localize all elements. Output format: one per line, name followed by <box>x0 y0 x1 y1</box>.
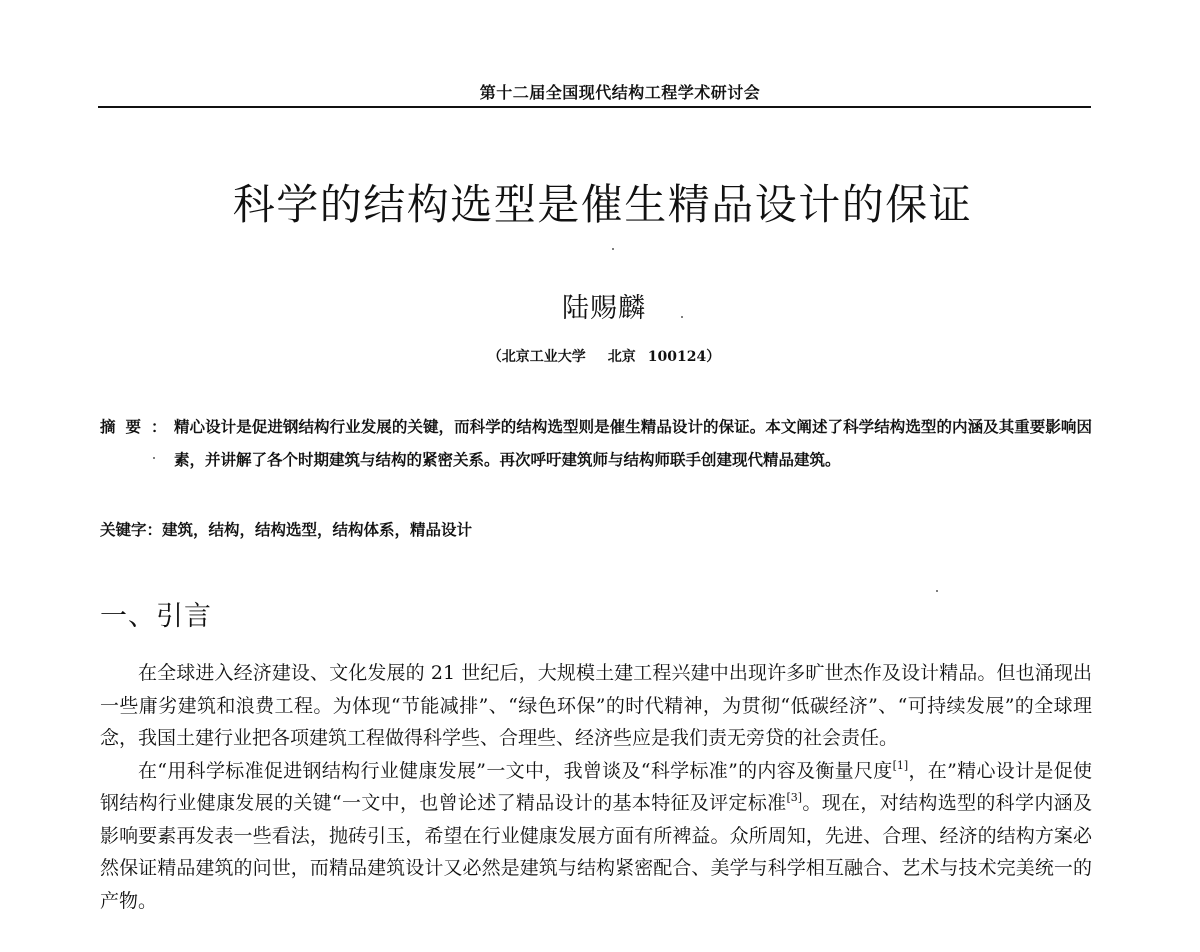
introduction-body <box>100 657 1092 917</box>
section-heading-introduction: 一、引言 <box>100 601 212 632</box>
keywords <box>100 515 1092 545</box>
paragraph-2-part-a: 在“用科学标准促进钢结构行业健康发展”一文中，我曾谈及“科学标准”的内容及衡量尺度 <box>138 759 893 782</box>
affiliation-open: （ <box>487 349 502 365</box>
citation-ref-1[interactable]: [1] <box>892 758 909 772</box>
affiliation-postcode: 100124 <box>647 349 707 365</box>
citation-ref-3[interactable]: [3] <box>786 791 803 804</box>
running-header: 第十二届全国现代结构工程学术研讨会 <box>479 83 761 102</box>
scan-speck <box>612 248 614 250</box>
paragraph-1: 在全球进入经济建设、文化发展的 21 世纪后，大规模土建工程兴建中出现许多旷世杰作及设计精品。但也涌现出一些庸劣建筑和浪费工程。为体现“节能减排”、“绿色环保”的时代精神，为贯彻“低碳经济”、“可持续发展”的全球理念，我国土建行业把各项建筑工程做得科学些、合理些、经济些应是我们责无旁贷的社会责任。 <box>100 662 1092 749</box>
affiliation-institution: 北京工业大学 <box>501 349 586 365</box>
header-rule <box>98 106 1091 108</box>
paper-title: 科学的结构选型是催生精品设计的保证 <box>232 180 973 229</box>
abstract-text: 精心设计是促进钢结构行业发展的关键，而科学的结构选型则是催生精品设计的保证。本文阐述了科学结构选型的内涵及其重要影响因素，并讲解了各个时期建筑与结构的紧密关系。再次呼吁建筑师与结构师联手创建现代精品建筑。 <box>174 417 1092 469</box>
paragraph-2 <box>100 755 1092 918</box>
abstract <box>100 410 1092 476</box>
affiliation-city: 北京 <box>607 349 636 365</box>
scan-speck <box>936 590 938 592</box>
affiliation-close: ） <box>706 349 721 365</box>
abstract-label: 摘要： <box>100 417 177 436</box>
author-name: 陆赐麟 <box>562 293 646 324</box>
author-affiliation <box>0 346 1200 366</box>
keywords-label: 关键字： <box>100 520 163 539</box>
paragraph-2-part-b: ，在”精心设计是促使钢结构行业健康发展的关键“一文中，也曾论述了精品设计的基本特征及评定标准 <box>100 759 1093 814</box>
paragraph-2-part-c: 。现在，对结构选型的科学内涵及影响要素再发表一些看法，抛砖引玉，希望在行业健康发展方面有所裨益。众所周知，先进、合理、经济的结构方案必然保证精品建筑的问世，而精品建筑设计又必然是建筑与结构紧密配合、美学与科学相互融合、艺术与技术完美统一的产物。 <box>100 792 1092 912</box>
keywords-text: 建筑，结构，结构选型，结构体系，精品设计 <box>162 520 473 539</box>
